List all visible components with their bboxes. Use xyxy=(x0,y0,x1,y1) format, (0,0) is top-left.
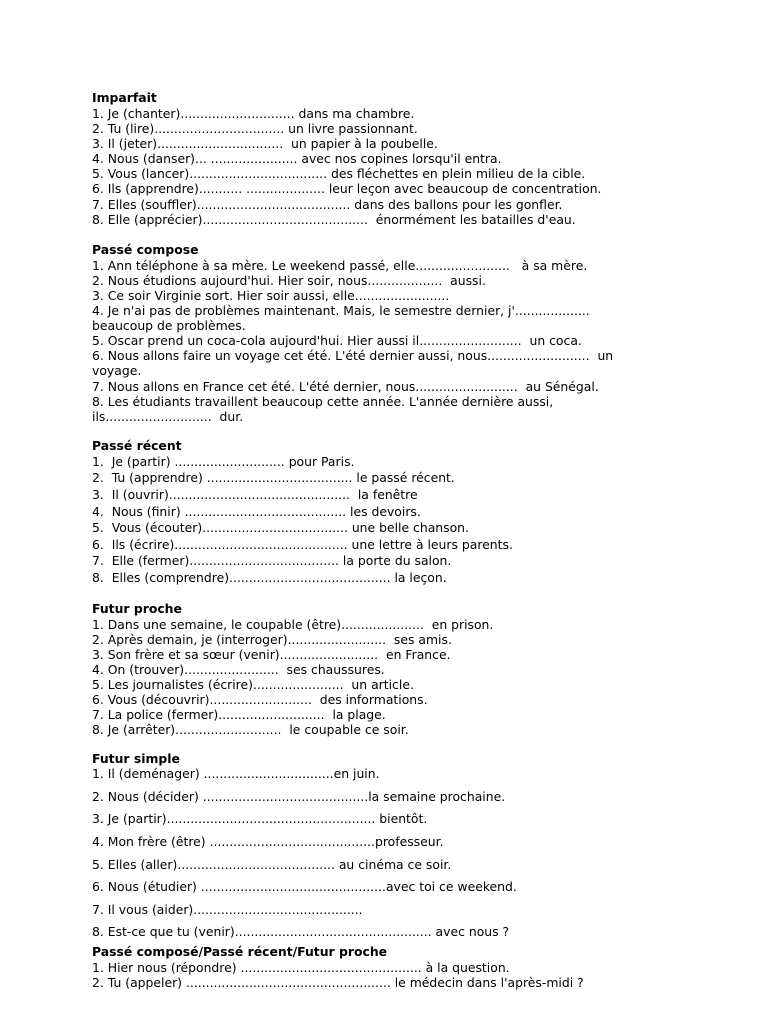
exercise-line: 2. Nous (décider) ..........................................la semaine prochaine. xyxy=(92,788,506,804)
exercise-line: 4. Mon frère (être) ..........................................professeur. xyxy=(92,834,444,850)
exercise-line: 7. Elle (fermer)...................................... la porte du salon. xyxy=(92,553,452,569)
exercise-line: 7. Il vous (aider)........................................... xyxy=(92,901,363,917)
exercise-line: 8. Elles (comprendre)......................................... la leçon. xyxy=(92,569,447,585)
exercise-line: 5. Oscar prend un coca-cola aujourd'hui. Hier aussi il.......................... un coca. xyxy=(92,333,582,349)
exercise-line: 2. Tu (appeler) .................................................... le médecin dans l'après-midi ? xyxy=(92,975,584,991)
exercise-line: 5. Vous (écouter)..................................... une belle chanson. xyxy=(92,520,469,536)
exercise-line: 7. Elles (souffler)....................................... dans des ballons pour les gonfler. xyxy=(92,196,563,212)
exercise-line: 3. Je (partir)..................................................... bientôt. xyxy=(92,811,428,827)
section-mixed-tenses xyxy=(92,944,752,990)
exercise-line: 7. Nous allons en France cet été. L'été dernier, nous.......................... au Sénégal. xyxy=(92,378,599,394)
exercise-line: 5. Vous (lancer)................................... des fléchettes en plein milieu de la cible. xyxy=(92,166,586,182)
section-title: Futur proche xyxy=(92,600,182,616)
exercise-line: 8. Elle (apprécier).......................................... énormément les batailles d'eau. xyxy=(92,211,576,227)
section-title: Passé compose xyxy=(92,241,199,257)
exercise-line: 6. Ils (écrire)............................................ une lettre à leurs parents. xyxy=(92,536,513,552)
exercise-line: 6. Nous (étudier) ...............................................avec toi ce weekend. xyxy=(92,879,517,895)
exercise-line: 1. Hier nous (répondre) .............................................. à la question. xyxy=(92,960,510,976)
exercise-line: 4. Nous (finir) ......................................... les devoirs. xyxy=(92,503,421,519)
section-title: Imparfait xyxy=(92,90,157,105)
section-title: Passé composé/Passé récent/Futur proche xyxy=(92,944,388,960)
exercise-line: 2. Nous étudions aujourd'hui. Hier soir, nous................... aussi. xyxy=(92,272,486,288)
exercise-line: 1. Je (chanter)............................. dans ma chambre. xyxy=(92,106,415,121)
exercise-line: 2. Tu (apprendre) ..................................... le passé récent. xyxy=(92,470,455,486)
exercise-line: 1. Je (partir) ............................ pour Paris. xyxy=(92,453,355,469)
exercise-line: 4. On (trouver)........................ ses chaussures. xyxy=(92,661,385,677)
exercise-line: 4. Je n'ai pas de problèmes maintenant. Mais, le semestre dernier, j'................... beaucoup de problèmes. xyxy=(92,303,594,334)
exercise-line: 6. Nous allons faire un voyage cet été. L'été dernier aussi, nous.......................... un voyage. xyxy=(92,348,618,379)
exercise-line: 8. Les étudiants travaillent beaucoup cette année. L'année dernière aussi, ils........................... dur. xyxy=(92,393,558,424)
section-passe-recent xyxy=(92,438,752,587)
exercise-line: 6. Vous (découvrir).......................... des informations. xyxy=(92,692,428,707)
exercise-line: 8. Je (arrêter)........................... le coupable ce soir. xyxy=(92,722,409,738)
section-futur-proche xyxy=(92,601,752,738)
exercise-line: 3. Son frère et sa sœur (venir)......................... en France. xyxy=(92,646,451,662)
exercise-line: 2. Après demain, je (interroger)......................... ses amis. xyxy=(92,631,452,647)
exercise-line: 1. Dans une semaine, le coupable (être)..................... en prison. xyxy=(92,616,494,632)
exercise-line: 5. Les journalistes (écrire)....................... un article. xyxy=(92,676,414,692)
section-imparfait xyxy=(92,90,752,227)
exercise-line: 3. Ce soir Virginie sort. Hier soir aussi, elle........................ xyxy=(92,287,450,303)
section-title: Passé récent xyxy=(92,437,182,453)
section-passe-compose xyxy=(92,242,752,424)
worksheet xyxy=(92,90,752,990)
exercise-line: 2. Tu (lire)................................. un livre passionnant. xyxy=(92,121,418,137)
exercise-line: 6. Ils (apprendre)........... .................... leur leçon avec beaucoup de concentration. xyxy=(92,181,602,197)
exercise-line: 8. Est-ce que tu (venir).................................................. avec nous ? xyxy=(92,924,510,940)
exercise-line: 3. Il (ouvrir).............................................. la fenêtre xyxy=(92,486,418,502)
exercise-line: 7. La police (fermer)........................... la plage. xyxy=(92,707,386,723)
exercise-line: 1. Ann téléphone à sa mère. Le weekend passé, elle........................ à sa mère. xyxy=(92,257,588,273)
section-title: Futur simple xyxy=(92,751,180,767)
exercise-line: 1. Il (deménager) .................................en juin. xyxy=(92,766,380,782)
exercise-line: 5. Elles (aller)........................................ au cinéma ce soir. xyxy=(92,856,452,872)
exercise-line: 3. Il (jeter)................................ un papier à la poubelle. xyxy=(92,136,438,152)
exercise-line: 4. Nous (danser)... ...................... avec nos copines lorsqu'il entra. xyxy=(92,151,502,167)
section-futur-simple xyxy=(92,751,752,944)
